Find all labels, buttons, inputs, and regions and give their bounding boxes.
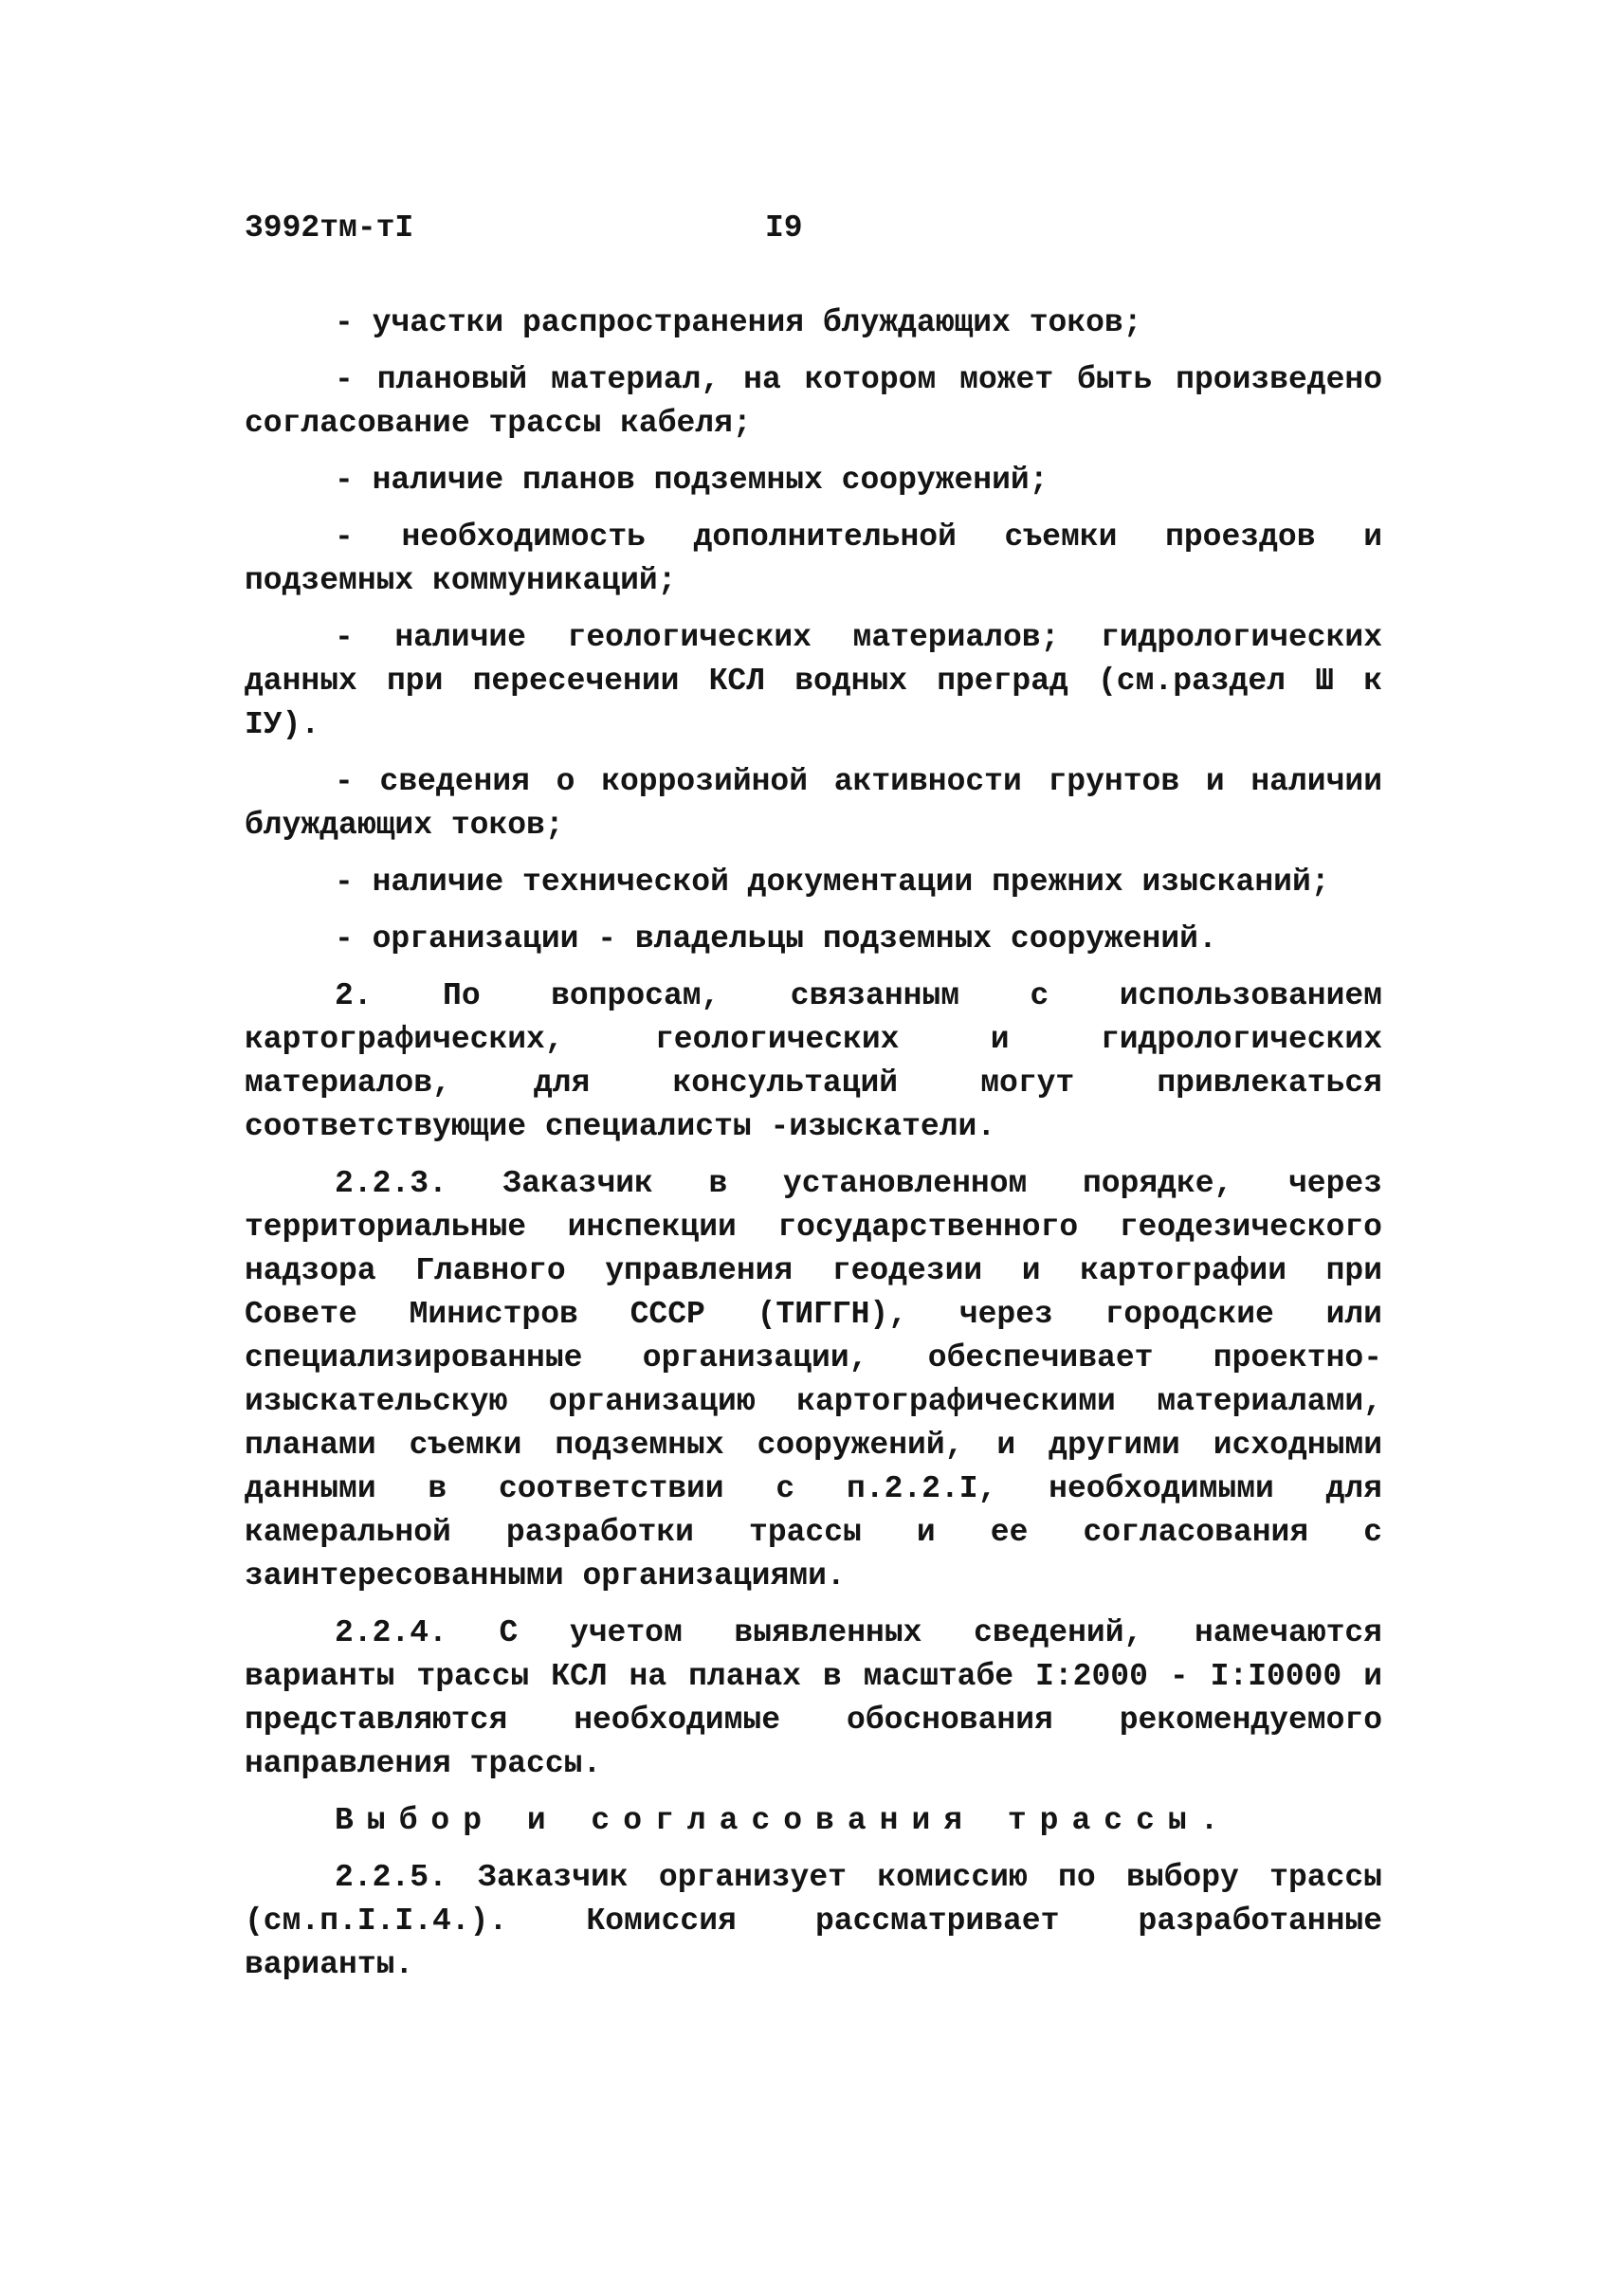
paragraph-underground-plans: - наличие планов подземных сооружений; [335, 463, 1049, 498]
paragraph-technical-docs: - наличие технической документации прежних изысканий; [335, 865, 1330, 900]
paragraph-geological-materials: - наличие геологических материалов; гидрологических данных при пересечении КСЛ водных преград (см.раздел Ш к IУ). [245, 620, 1382, 742]
paragraph-2-2-4: 2.2.4. С учетом выявленных сведений, намечаются варианты трассы КСЛ на планах в масштабе I:2000 - I:I0000 и представляются необходимые обоснования рекомендуемого направления трассы. [245, 1615, 1382, 1781]
page-header [0, 210, 1624, 258]
paragraph-plan-material: - плановый материал, на котором может быть произведено согласование трассы кабеля; [245, 362, 1382, 441]
paragraph-additional-survey: - необходимость дополнительной съемки проездов и подземных коммуникаций; [245, 519, 1382, 598]
paragraph-2-2-3: 2.2.3. Заказчик в установленном порядке, через территориальные инспекции государственного геодезического надзора Главного управления геодезии и картографии при Совете Министров СССР (ТИГГН), через городские или специализированные организации, обеспечивает проектно-изыскательскую организацию картографическими материалами, планами съемки подземных сооружений, и другими исходными данными в соответствии с п.2.2.I, необходимыми для камеральной разработки трассы и ее согласования с заинтересованными организациями. [245, 1166, 1382, 1594]
paragraph-2-2-5: 2.2.5. Заказчик организует комиссию по выбору трассы (см.п.I.I.4.). Комиссия рассматривает разработанные варианты. [245, 1860, 1382, 1982]
page-number: I9 [765, 210, 803, 246]
document-body [245, 301, 1382, 2000]
paragraph-consultations: 2. По вопросам, связанным с использованием картографических, геологических и гидрологических материалов, для консультаций могут привлекаться соответствующие специалисты -изыскатели. [245, 978, 1382, 1144]
paragraph-stray-currents: - участки распространения блуждающих токов; [335, 305, 1142, 340]
paragraph-owner-organizations: - организации - владельцы подземных сооружений. [335, 921, 1217, 956]
section-heading: Выбор и согласования трассы. [335, 1803, 1232, 1838]
document-code: 3992тм-тI [245, 210, 414, 246]
paragraph-soil-corrosion: - сведения о коррозийной активности грунтов и наличии блуждающих токов; [245, 764, 1382, 843]
